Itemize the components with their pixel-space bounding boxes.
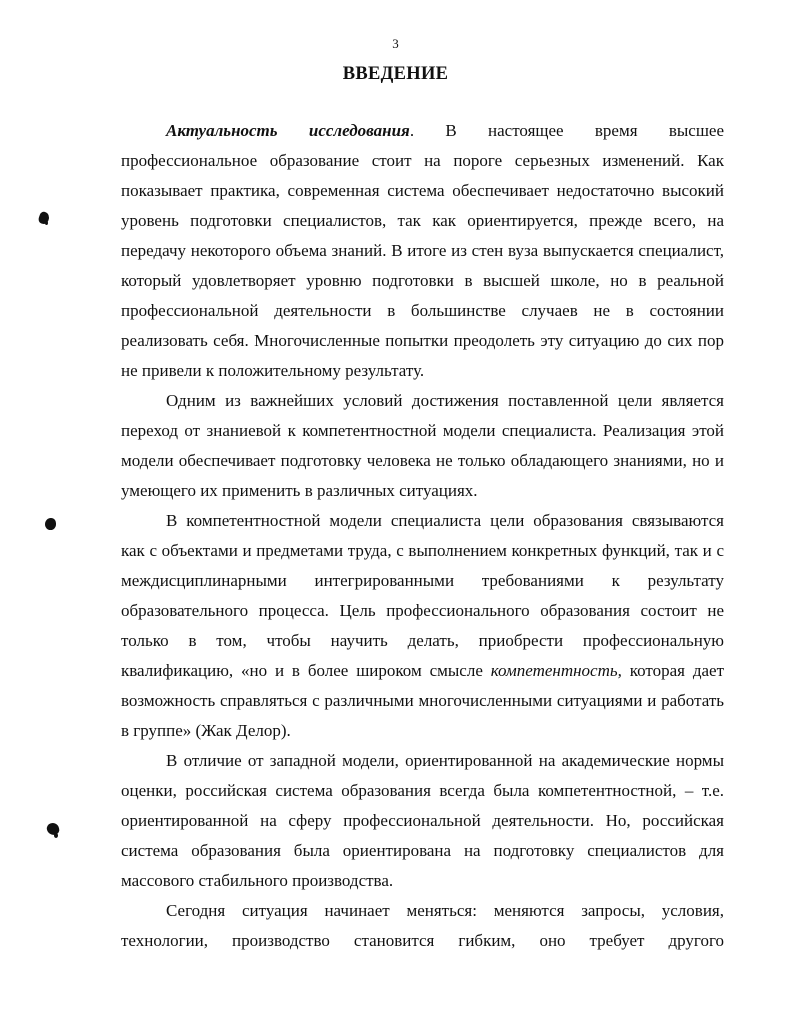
lead-term-2: исследования <box>308 121 410 140</box>
lead-term-1: Актуальность <box>166 121 278 140</box>
emphasis-competence: компетентность, <box>490 661 622 680</box>
body-text <box>121 116 724 956</box>
paragraph-western-model <box>121 746 724 896</box>
section-heading: ВВЕДЕНИЕ <box>342 64 449 84</box>
paragraph-today <box>121 896 724 956</box>
ink-blot-mark <box>45 221 48 225</box>
page-number: 3 <box>392 36 399 51</box>
paragraph-transition <box>121 386 724 506</box>
paragraph-competence-text-before: В компетентностной модели специалиста цели образования связываются как с объектами и предметами труда, с выполнением конкретных функций, так и с междисциплинарными интегрированными требованиями к результату образовательного процесса. Цель профессионального образования состоит не только в том, чтобы научить делать, приобрести профессиональную квалификацию, «но и в более широком смысле <box>121 511 724 680</box>
paragraph-western-text: В отличие от западной модели, ориентированной на академические нормы оценки, российская система образования всегда была компетентностной, – т.е. ориентированной на сферу профессиональной деятельности. Но, российская система образования была ориентирована на подготовку специалистов для массового стабильного производства. <box>121 751 724 890</box>
ink-blot-mark <box>37 211 51 226</box>
paragraph-today-text: Сегодня ситуация начинает меняться: меняются запросы, условия, технологии, производство становится гибким, оно требует другого <box>121 901 724 950</box>
paragraph-transition-text: Одним из важнейших условий достижения поставленной цели является переход от знаниевой к компетентностной модели специалиста. Реализация этой модели обеспечивает подготовку человека не только обладающего знаниями, но и умеющего их применить в различных ситуациях. <box>121 391 724 500</box>
paragraph-competence-text-after: которая дает возможность справляться с различными многочисленными ситуациями и работать в группе» (Жак Делор). <box>121 661 724 740</box>
paragraph-relevance-text: . В настоящее время высшее профессиональное образование стоит на пороге серьезных изменений. Как показывает практика, современная система обеспечивает недостаточно высокий уровень подготовки специалистов, так как ориентируется, прежде всего, на передачу некоторого объема знаний. В итоге из стен вуза выпускается специалист, который удовлетворяет уровню подготовки в высшей школе, но в реальной профессиональной деятельности в большинстве случаев не в состоянии реализовать себя. Многочисленные попытки преодолеть эту ситуацию до сих пор не привели к положительному результату. <box>121 121 725 380</box>
ink-blot-mark <box>54 833 58 838</box>
ink-blot-mark <box>45 518 56 530</box>
paragraph-competence-model <box>121 506 724 746</box>
paragraph-relevance <box>121 116 724 386</box>
ink-blot-mark <box>46 822 61 837</box>
